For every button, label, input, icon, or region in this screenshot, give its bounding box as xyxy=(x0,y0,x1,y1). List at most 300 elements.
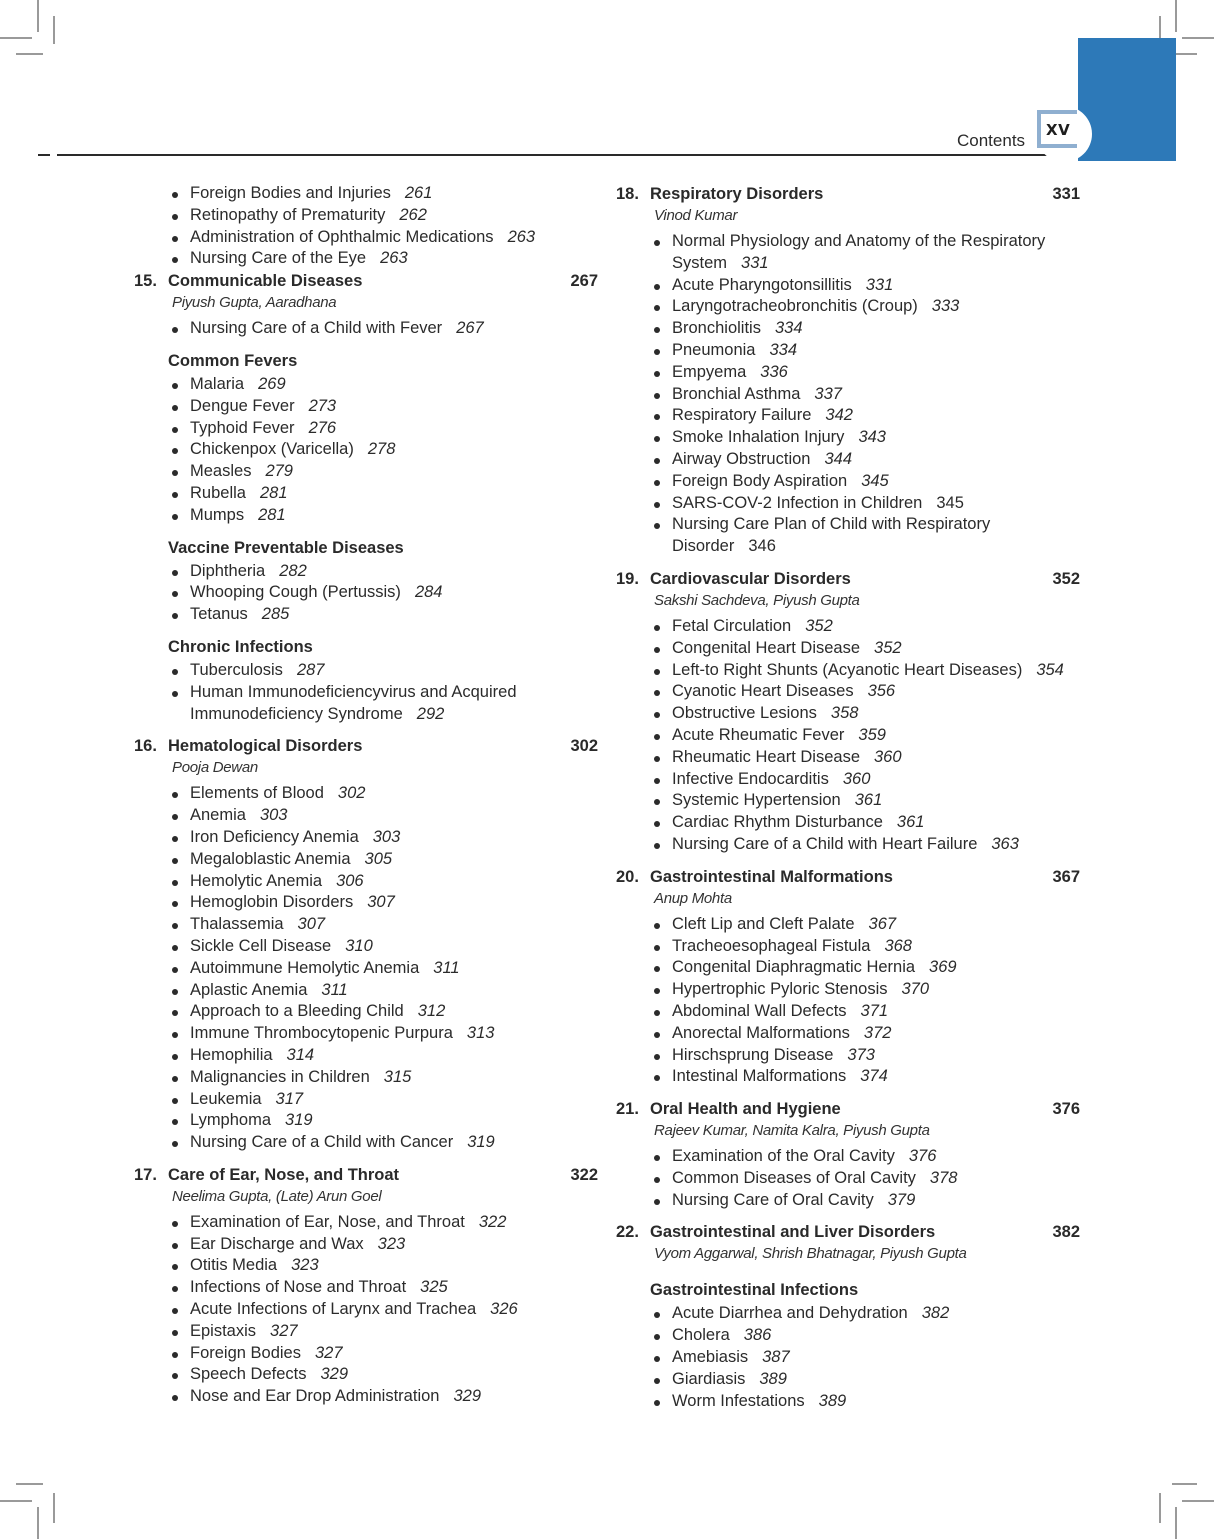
toc-entry[interactable] xyxy=(650,493,1080,515)
toc-entry[interactable]: Administration of Ophthalmic Medications 263 xyxy=(168,227,598,249)
chapter-page: 376 xyxy=(1052,1100,1080,1119)
crop-mark xyxy=(37,1507,39,1539)
entry-page: 310 xyxy=(345,936,373,955)
header-rule xyxy=(38,154,50,156)
entry-page: 371 xyxy=(860,1001,889,1020)
entry-label: Dengue Fever xyxy=(190,396,295,415)
entry-page: 363 xyxy=(991,834,1019,853)
entry-label: Examination of the Oral Cavity xyxy=(672,1147,895,1166)
entry-label: Whooping Cough (Pertussis) xyxy=(190,583,401,602)
toc-entry[interactable] xyxy=(168,871,598,893)
entry-page: 281 xyxy=(258,505,286,524)
page-number: XV xyxy=(1046,121,1071,139)
toc-entry[interactable] xyxy=(168,1001,598,1023)
chapter-entry xyxy=(134,1164,598,1408)
entry-list xyxy=(616,616,1080,856)
entry-page: 336 xyxy=(760,362,788,381)
toc-entry[interactable] xyxy=(168,318,598,340)
toc-entry[interactable] xyxy=(168,682,598,726)
toc-entry[interactable] xyxy=(650,660,1080,682)
crop-mark xyxy=(1175,0,1177,32)
toc-entry[interactable] xyxy=(650,384,1080,406)
entry-page: 273 xyxy=(308,396,337,415)
entry-label: Typhoid Fever xyxy=(190,418,295,437)
chapter-entry xyxy=(134,270,598,725)
crop-mark xyxy=(0,37,32,39)
toc-entry[interactable] xyxy=(168,1299,598,1321)
chapter-entry xyxy=(134,735,598,1154)
toc-entry[interactable] xyxy=(168,1132,598,1154)
entry-page: 325 xyxy=(420,1278,448,1297)
toc-entry[interactable] xyxy=(650,957,1080,979)
chapter-title: Respiratory Disorders xyxy=(650,185,824,203)
chapter-title: Communicable Diseases xyxy=(168,272,363,291)
toc-entry[interactable] xyxy=(168,374,598,396)
toc-entry[interactable]: Retinopathy of Prematurity 262 xyxy=(168,205,598,227)
entry-label: Measles xyxy=(190,462,252,481)
crop-mark xyxy=(1159,1493,1161,1523)
toc-entry[interactable] xyxy=(650,1391,1080,1413)
toc-entry[interactable] xyxy=(650,296,1080,318)
entry-page: 326 xyxy=(490,1300,518,1319)
entry-label: Autoimmune Hemolytic Anemia xyxy=(190,958,420,977)
entry-list xyxy=(616,1303,1080,1412)
toc-entry[interactable] xyxy=(168,1386,598,1408)
chapter-entry xyxy=(616,183,1080,558)
entry-page: 352 xyxy=(805,616,833,635)
header-rule xyxy=(57,154,1079,156)
entry-label: Examination of Ear, Nose, and Throat xyxy=(190,1212,465,1231)
entry-label: Infective Endocarditis xyxy=(672,769,829,788)
entry-page: 314 xyxy=(286,1045,315,1064)
chapter-authors: Vyom Aggarwal, Shrish Bhatnagar, Piyush Gupta xyxy=(654,1245,967,1263)
entry-page: 311 xyxy=(433,958,460,977)
entry-label: Malignancies in Children xyxy=(190,1067,370,1086)
entry-label: Acute Diarrhea and Dehydration xyxy=(672,1304,908,1323)
entry-label: Speech Defects xyxy=(190,1365,307,1384)
entry-page: 267 xyxy=(456,319,484,338)
chapter-page: 322 xyxy=(570,1165,598,1184)
entry-page: 278 xyxy=(367,440,396,459)
entry-label: Laryngotracheobronchitis (Croup) xyxy=(672,297,918,316)
entry-list xyxy=(134,1212,598,1408)
entry-page: 322 xyxy=(478,1212,507,1231)
entry-label: Anemia xyxy=(190,806,246,825)
entry-page: 327 xyxy=(270,1321,298,1340)
chapter-authors: Neelima Gupta, (Late) Arun Goel xyxy=(172,1187,382,1205)
entry-label: Tuberculosis xyxy=(190,660,283,679)
toc-entry[interactable] xyxy=(168,1212,598,1234)
toc-entry[interactable] xyxy=(650,1347,1080,1369)
toc-entry[interactable] xyxy=(168,783,598,805)
toc-entry[interactable]: Foreign Bodies and Injuries 261 xyxy=(168,183,598,205)
entry-label: Megaloblastic Anemia xyxy=(190,849,351,868)
toc-entry[interactable] xyxy=(650,1001,1080,1023)
toc-entry[interactable] xyxy=(168,1321,598,1343)
toc-entry[interactable] xyxy=(168,1364,598,1386)
entry-page: 354 xyxy=(1036,660,1064,679)
entry-label: Empyema xyxy=(672,362,747,381)
toc-entry[interactable] xyxy=(650,275,1080,297)
toc-entry[interactable] xyxy=(650,979,1080,1001)
entry-page: 345 xyxy=(861,471,889,490)
entry-page: 343 xyxy=(858,428,886,447)
entry-page: 370 xyxy=(901,980,930,999)
toc-entry[interactable] xyxy=(650,790,1080,812)
entry-page: 306 xyxy=(336,871,364,890)
toc-entry[interactable] xyxy=(650,834,1080,856)
entry-list xyxy=(616,914,1080,1088)
chapter-number: 19. xyxy=(616,569,639,588)
entry-label: Worm Infestations xyxy=(672,1391,805,1410)
entry-label: Nursing Care of Oral Cavity xyxy=(672,1190,874,1209)
entry-page: 346 xyxy=(748,537,776,556)
entry-page: 262 xyxy=(399,205,427,224)
entry-label: Nursing Care of a Child with Cancer xyxy=(190,1133,454,1152)
entry-page: 360 xyxy=(842,769,871,788)
entry-label: Otitis Media xyxy=(190,1256,278,1275)
chapter-list xyxy=(134,270,598,1408)
entry-page: 378 xyxy=(929,1168,958,1187)
entry-page: 327 xyxy=(314,1343,343,1362)
entry-page: 373 xyxy=(847,1045,875,1064)
toc-entry[interactable] xyxy=(168,805,598,827)
chapter-entry xyxy=(616,1221,1080,1412)
entry-page: 323 xyxy=(377,1234,406,1253)
toc-entry[interactable] xyxy=(650,1066,1080,1088)
chapter-heading[interactable] xyxy=(134,1164,598,1186)
toc-entry[interactable] xyxy=(650,725,1080,747)
entry-page: 361 xyxy=(854,791,883,810)
entry-page: 276 xyxy=(308,418,337,437)
chapter-heading[interactable] xyxy=(134,270,598,292)
entry-label: Hemoglobin Disorders xyxy=(190,893,354,912)
entry-label: Acute Infections of Larynx and Trachea xyxy=(190,1300,477,1319)
toc-entry[interactable] xyxy=(168,582,598,604)
entry-label: Nose and Ear Drop Administration xyxy=(190,1387,440,1406)
entry-label: Thalassemia xyxy=(190,915,284,934)
entry-page: 342 xyxy=(825,406,853,425)
toc-entry[interactable] xyxy=(168,461,598,483)
entry-page: 303 xyxy=(372,827,401,846)
entry-page: 361 xyxy=(896,813,925,832)
toc-entry[interactable] xyxy=(168,660,598,682)
entry-page: 303 xyxy=(259,806,288,825)
chapter-authors: Vinod Kumar xyxy=(654,207,738,224)
entry-label: Normal Physiology and Anatomy of the Respiratory System xyxy=(672,232,1046,272)
toc-entry[interactable] xyxy=(650,405,1080,427)
toc-entry[interactable] xyxy=(650,1303,1080,1325)
entry-label: Bronchiolitis xyxy=(672,319,761,338)
toc-entry[interactable] xyxy=(650,1146,1080,1168)
toc-entry[interactable] xyxy=(650,471,1080,493)
entry-list xyxy=(134,374,598,527)
crop-mark xyxy=(53,1493,55,1523)
entry-list xyxy=(134,561,598,626)
chapter-entry xyxy=(616,568,1080,856)
entry-label: Foreign Bodies xyxy=(190,1343,301,1362)
entry-label: Human Immunodeficiencyvirus and Acquired Immunodeficiency Syndrome xyxy=(190,682,517,723)
entry-page: 261 xyxy=(404,184,433,202)
toc-entry[interactable] xyxy=(168,505,598,527)
toc-entry[interactable] xyxy=(168,958,598,980)
chapter-title: Care of Ear, Nose, and Throat xyxy=(168,1165,400,1184)
toc-entry[interactable] xyxy=(168,827,598,849)
entry-page: 344 xyxy=(824,449,852,468)
toc-entry[interactable] xyxy=(650,1190,1080,1212)
toc-entry[interactable] xyxy=(650,318,1080,340)
toc-entry[interactable] xyxy=(650,747,1080,769)
toc-entry[interactable] xyxy=(650,449,1080,471)
entry-label: Malaria xyxy=(190,374,245,393)
toc-entry[interactable] xyxy=(650,681,1080,703)
toc-entry[interactable] xyxy=(650,427,1080,449)
toc-entry[interactable] xyxy=(168,1067,598,1089)
entry-label: Diphtheria xyxy=(190,561,266,580)
entry-label: Common Diseases of Oral Cavity xyxy=(672,1168,916,1187)
entry-list xyxy=(616,231,1080,558)
toc-entry[interactable]: Nursing Care of the Eye 263 xyxy=(168,248,598,270)
entry-page: 279 xyxy=(265,462,293,481)
running-title: Contents xyxy=(957,131,1026,150)
entry-page: 367 xyxy=(868,914,897,933)
section-heading: Common Fevers xyxy=(168,351,298,370)
entry-label: Systemic Hypertension xyxy=(672,791,841,810)
toc-column-left xyxy=(134,183,598,1418)
toc-entry[interactable] xyxy=(650,769,1080,791)
chapter-number: 17. xyxy=(134,1165,157,1184)
toc-entry[interactable] xyxy=(168,914,598,936)
entry-page: 386 xyxy=(743,1326,772,1345)
entry-label: Left-to Right Shunts (Acyanotic Heart Diseases) xyxy=(672,660,1023,679)
entry-label: Hemophilia xyxy=(190,1045,273,1064)
entry-label: Foreign Body Aspiration xyxy=(672,471,848,490)
crop-mark xyxy=(1175,1507,1177,1539)
entry-label: Lymphoma xyxy=(190,1111,272,1130)
chapter-entry xyxy=(616,1098,1080,1211)
toc-entry[interactable] xyxy=(650,362,1080,384)
chapter-authors: Sakshi Sachdeva, Piyush Gupta xyxy=(654,591,860,609)
entry-page: 281 xyxy=(259,483,288,502)
entry-label: Tracheoesophageal Fistula xyxy=(672,936,871,955)
toc-entry[interactable] xyxy=(168,849,598,871)
entry-page: 374 xyxy=(860,1067,888,1086)
chapter-page: 267 xyxy=(570,272,598,291)
entry-page: 331 xyxy=(741,253,769,272)
chapter-authors: Rajeev Kumar, Namita Kalra, Piyush Gupta xyxy=(654,1122,930,1140)
entry-label: Hemolytic Anemia xyxy=(190,871,323,890)
entry-page: 389 xyxy=(818,1391,847,1410)
toc-entry[interactable] xyxy=(168,980,598,1002)
crop-mark xyxy=(1172,1483,1197,1485)
entry-page: 382 xyxy=(921,1304,950,1323)
entry-page: 313 xyxy=(466,1024,495,1043)
chapter-entry xyxy=(616,866,1080,1088)
entry-label: Sickle Cell Disease xyxy=(190,936,332,955)
entry-page: 356 xyxy=(867,682,896,701)
entry-page: 387 xyxy=(762,1348,790,1367)
entry-page: 359 xyxy=(858,725,886,744)
entry-label: Congenital Heart Disease xyxy=(672,638,861,657)
entry-page: 331 xyxy=(865,275,894,294)
toc-entry[interactable] xyxy=(650,514,1080,558)
toc-entry[interactable] xyxy=(168,1234,598,1256)
chapter-title: Gastrointestinal Malformations xyxy=(650,867,893,886)
toc-column-right xyxy=(616,183,1080,1422)
entry-label: Acute Pharyngotonsillitis xyxy=(672,275,852,294)
chapter-number: 15. xyxy=(134,272,157,291)
entry-page: 368 xyxy=(884,936,912,955)
chapter-page: 352 xyxy=(1052,569,1080,588)
toc-entry[interactable] xyxy=(168,1255,598,1277)
section-heading: Gastrointestinal Infections xyxy=(650,1281,859,1300)
entry-page: 360 xyxy=(874,747,902,766)
toc-entry[interactable] xyxy=(650,1325,1080,1347)
chapter-number: 16. xyxy=(134,737,157,756)
entry-page: 334 xyxy=(774,319,803,338)
entry-page: 315 xyxy=(383,1067,412,1086)
toc-entry[interactable] xyxy=(168,1343,598,1365)
crop-mark xyxy=(37,0,39,32)
entry-label: Intestinal Malformations xyxy=(672,1067,847,1086)
toc-entry[interactable] xyxy=(650,231,1080,275)
toc-entry[interactable] xyxy=(168,1023,598,1045)
entry-page: 369 xyxy=(929,958,957,977)
continued-items xyxy=(134,183,598,270)
entry-label: Obstructive Lesions xyxy=(672,704,817,723)
entry-label: Infections of Nose and Throat xyxy=(190,1278,407,1297)
entry-label: Nursing Care of a Child with Fever xyxy=(190,319,443,338)
toc-entry[interactable] xyxy=(168,396,598,418)
entry-page: 311 xyxy=(321,980,348,999)
toc-entry[interactable] xyxy=(168,892,598,914)
toc-entry[interactable] xyxy=(168,418,598,440)
toc-entry[interactable] xyxy=(650,1045,1080,1067)
toc-entry[interactable] xyxy=(168,1277,598,1299)
entry-label: Ear Discharge and Wax xyxy=(190,1234,364,1253)
entry-label: Mumps xyxy=(190,505,245,524)
entry-page: 323 xyxy=(291,1256,319,1275)
entry-page: 334 xyxy=(769,340,798,359)
toc-entry[interactable] xyxy=(650,1168,1080,1190)
entry-page: 307 xyxy=(367,893,395,912)
entry-label: Rheumatic Heart Disease xyxy=(672,747,860,766)
entry-label: Cleft Lip and Cleft Palate xyxy=(672,914,855,933)
toc-entry[interactable] xyxy=(650,616,1080,638)
entry-label: Fetal Circulation xyxy=(672,616,792,635)
entry-label: Anorectal Malformations xyxy=(672,1023,850,1042)
toc-entry[interactable] xyxy=(168,1045,598,1067)
entry-label: Leukemia xyxy=(190,1089,262,1108)
entry-page: 337 xyxy=(814,384,842,403)
chapter-heading[interactable] xyxy=(616,1221,1080,1243)
toc-entry[interactable] xyxy=(650,812,1080,834)
entry-label: Giardiasis xyxy=(672,1369,746,1388)
entry-label: Airway Obstruction xyxy=(672,449,811,468)
entry-page: 263 xyxy=(507,227,536,246)
toc-entry[interactable] xyxy=(168,1089,598,1111)
entry-page: 389 xyxy=(759,1369,787,1388)
entry-page: 379 xyxy=(887,1190,916,1209)
entry-label: Nursing Care of a Child with Heart Failure xyxy=(672,834,978,853)
toc-entry[interactable] xyxy=(168,439,598,461)
entry-list xyxy=(134,318,598,340)
entry-label: Iron Deficiency Anemia xyxy=(190,827,359,846)
entry-page: 319 xyxy=(285,1111,313,1130)
chapter-heading[interactable] xyxy=(616,183,1080,205)
chapter-heading[interactable] xyxy=(616,866,1080,888)
toc-entry[interactable] xyxy=(168,561,598,583)
chapter-number: 22. xyxy=(616,1223,639,1242)
crop-mark xyxy=(16,1483,43,1485)
entry-label: Cholera xyxy=(672,1326,730,1345)
entry-page: 302 xyxy=(337,784,366,803)
chapter-title: Hematological Disorders xyxy=(168,737,363,756)
entry-page: 285 xyxy=(261,605,290,624)
entry-page: 292 xyxy=(416,704,445,723)
entry-page: 358 xyxy=(830,704,859,723)
entry-label: Abdominal Wall Defects xyxy=(672,1001,847,1020)
entry-label: Cyanotic Heart Diseases xyxy=(672,682,854,701)
chapter-heading[interactable] xyxy=(616,568,1080,590)
entry-page: 317 xyxy=(275,1089,304,1108)
toc-entry[interactable] xyxy=(650,1023,1080,1045)
entry-label: Immune Thrombocytopenic Purpura xyxy=(190,1024,453,1043)
entry-label: Bronchial Asthma xyxy=(672,384,801,403)
toc-entry[interactable] xyxy=(168,1110,598,1132)
entry-label: Tetanus xyxy=(190,605,248,624)
entry-page: 282 xyxy=(279,561,307,580)
crop-mark xyxy=(1182,37,1214,39)
crop-mark xyxy=(1182,1500,1214,1502)
chapter-page: 302 xyxy=(570,737,598,756)
chapter-page: 382 xyxy=(1052,1223,1080,1242)
entry-label: Cardiac Rhythm Disturbance xyxy=(672,813,883,832)
chapter-number: 21. xyxy=(616,1100,639,1119)
entry-page: 319 xyxy=(467,1133,495,1152)
chapter-title: Oral Health and Hygiene xyxy=(650,1100,841,1119)
toc-entry[interactable] xyxy=(650,936,1080,958)
chapter-heading[interactable] xyxy=(616,1098,1080,1120)
entry-page: 333 xyxy=(931,297,960,316)
toc-entry[interactable] xyxy=(168,483,598,505)
entry-page: 352 xyxy=(874,638,902,657)
entry-label: Hirschsprung Disease xyxy=(672,1045,834,1064)
entry-list xyxy=(134,660,598,725)
entry-page: 305 xyxy=(364,849,393,868)
page-tab-block xyxy=(1078,38,1176,161)
toc-entry[interactable] xyxy=(168,936,598,958)
chapter-page: 367 xyxy=(1052,867,1080,886)
chapter-heading[interactable] xyxy=(134,735,598,757)
chapter-list xyxy=(616,183,1080,1412)
entry-page: 284 xyxy=(414,583,443,602)
toc-entry[interactable] xyxy=(650,638,1080,660)
toc-entry[interactable] xyxy=(168,604,598,626)
entry-page: 345 xyxy=(936,493,964,512)
entry-list xyxy=(134,783,598,1154)
toc-entry[interactable] xyxy=(650,703,1080,725)
toc-entry[interactable] xyxy=(650,1369,1080,1391)
entry-label: Chickenpox (Varicella) xyxy=(190,440,354,459)
entry-label: Respiratory Failure xyxy=(672,406,812,425)
entry-page: 263 xyxy=(380,249,408,268)
chapter-authors: Pooja Dewan xyxy=(172,759,258,777)
toc-entry[interactable] xyxy=(650,914,1080,936)
entry-label: Rubella xyxy=(190,483,246,502)
toc-entry[interactable] xyxy=(650,340,1080,362)
entry-label: Acute Rheumatic Fever xyxy=(672,725,845,744)
